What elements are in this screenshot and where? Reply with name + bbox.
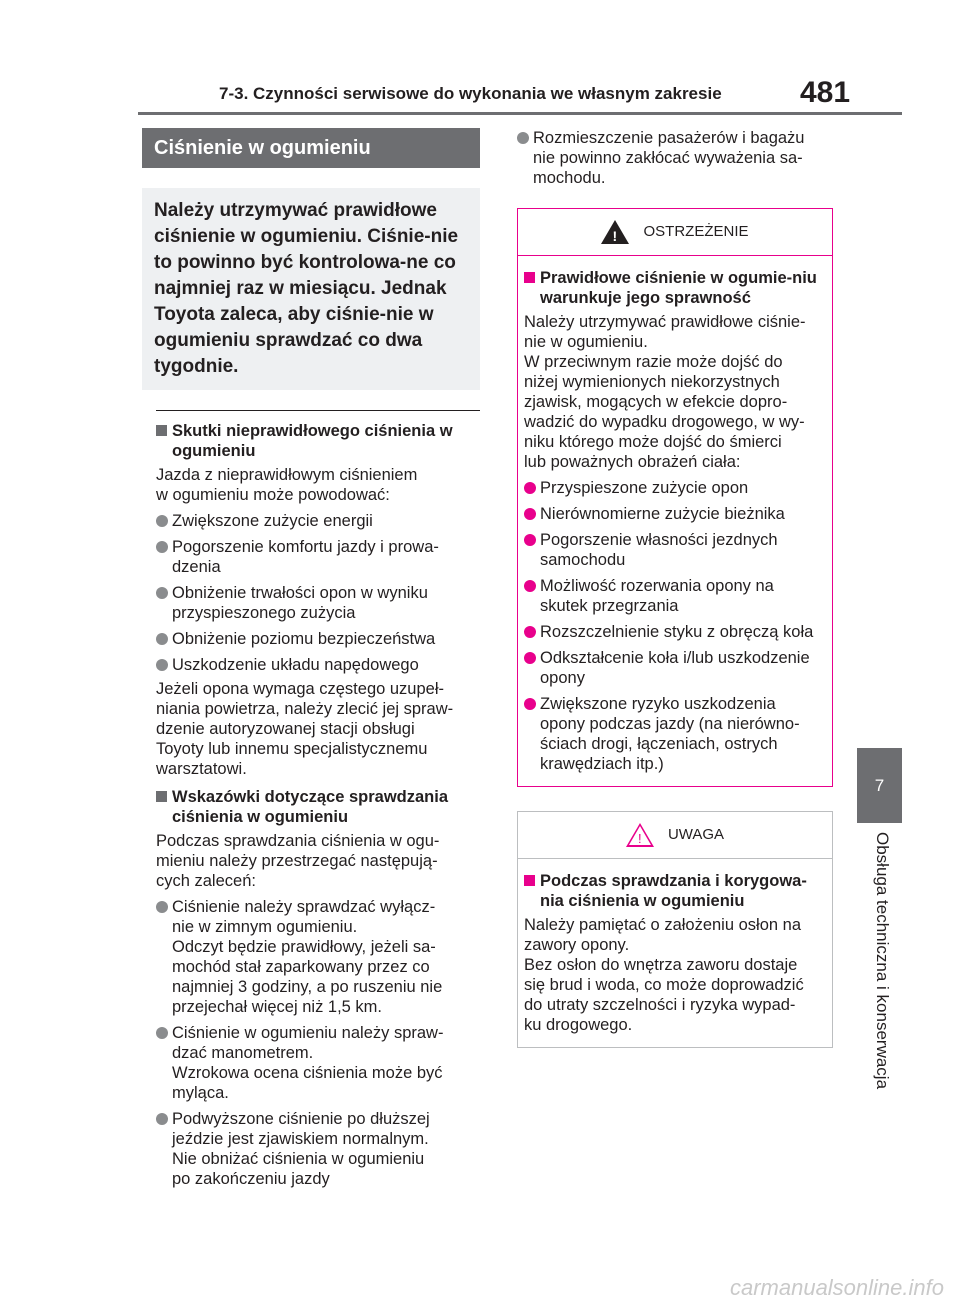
effects-intro-text: Jazda z nieprawidłowym ciśnieniem w ogumieniu może powodować: [156, 466, 418, 504]
left-column [156, 128, 480, 1189]
notice-text: Należy pamiętać o założeniu osłon na zawory opony. Bez osłon do wnętrza zaworu dostaje się brud i woda, co może doprowadzić do utraty szczelności i ryzyka wypad- ku drogowego. [524, 916, 804, 1034]
subheading-effects: Skutki nieprawidłowego ciśnienia w ogumieniu [156, 421, 480, 461]
list-item: Zwiększone ryzyko uszkodzenia opony podczas jazdy (na nierówno- ściach drogi, łączeniach, ostrych krawędziach itp.) [524, 694, 826, 774]
list-item: Uszkodzenie układu napędowego [156, 655, 480, 675]
list-item: Podwyższone ciśnienie po dłuższej jeździe jest zjawiskiem normalnym. Nie obniżać ciśnienia w ogumieniu po zakończeniu jazdy [156, 1109, 480, 1189]
chapter-tab[interactable]: 7 [857, 748, 902, 823]
warning-header [518, 209, 832, 256]
list-item: Rozmieszczenie pasażerów i bagażu nie powinno zakłócać wyważenia sa- mochodu. [517, 128, 833, 188]
list-item: Odkształcenie koła i/lub uszkodzenie opony [524, 648, 826, 688]
list-item: Przyspieszone zużycie opon [524, 478, 826, 498]
notice-heading: Podczas sprawdzania i korygowa-nia ciśnienia w ogumieniu [524, 871, 826, 911]
notice-body [518, 859, 832, 1047]
service-advice-text: Jeżeli opona wymaga częstego uzupeł- niania powietrza, należy zlecić jej spraw- dzenie autoryzowanej stacji obsługi Toyoty lub innemu specjalistycznemu warsztatowi. [156, 680, 454, 778]
divider [156, 410, 480, 411]
list-item: Pogorszenie własności jezdnych samochodu [524, 530, 826, 570]
chapter-label: Obsługa techniczna i konserwacja [873, 832, 892, 1090]
warning-icon: ! [601, 220, 629, 244]
header-title: 7-3. Czynności serwisowe do wykonania we własnym zakresie [219, 84, 722, 103]
page-number: 481 [800, 76, 851, 109]
notice-header [518, 812, 832, 859]
list-item: Ciśnienie w ogumieniu należy spraw- dzać manometrem. Wzrokowa ocena ciśnienia może być myląca. [156, 1023, 480, 1103]
intro-box: Należy utrzymywać prawidłowe ciśnienie w ogumieniu. Ciśnie-nie to powinno być kontrolowa-ne co najmniej raz w miesiącu. Jednak Toyota zaleca, aby ciśnie-nie w ogumieniu sprawdzać co dwa tygodnie. [142, 188, 480, 390]
list-item: Rozszczelnienie styku z obręczą koła [524, 622, 826, 642]
warning-body [518, 256, 832, 786]
list-item: Nierównomierne zużycie bieżnika [524, 504, 826, 524]
notice-box [517, 811, 833, 1048]
caution-icon: ! [626, 823, 654, 847]
warning-heading: Prawidłowe ciśnienie w ogumie-niu warunkuje jego sprawność [524, 268, 826, 308]
list-item: Ciśnienie należy sprawdzać wyłącz- nie w zimnym ogumieniu. Odczyt będzie prawidłowy, jeżeli sa- mochód stał zaparkowany przez co najmniej 3 godziny, a po ruszeniu nie przejechał więcej niż 1,5 km. [156, 897, 480, 1017]
right-column [517, 128, 833, 1048]
list-item: Obniżenie poziomu bezpieczeństwa [156, 629, 480, 649]
list-item: Obniżenie trwałości opon w wyniku przyspieszonego zużycia [156, 583, 480, 623]
check-tips-intro-text: Podczas sprawdzania ciśnienia w ogu- mieniu należy przestrzegać następują- cych zaleceń: [156, 832, 440, 890]
list-item: Możliwość rozerwania opony na skutek przegrzania [524, 576, 826, 616]
list-item: Pogorszenie komfortu jazdy i prowa- dzenia [156, 537, 480, 577]
warning-text: Należy utrzymywać prawidłowe ciśnie- nie w ogumieniu. W przeciwnym razie może dojść do niżej wymienionych niekorzystnych zjawisk, mogących w efekcie dopro- wadzić do wypadku drogowego, w wy- niku którego może dojść do śmierci lub poważnych obrażeń ciała: [524, 313, 806, 471]
warning-title: OSTRZEŻENIE [643, 223, 749, 240]
warning-box [517, 208, 833, 787]
section-title: Ciśnienie w ogumieniu [142, 128, 480, 168]
watermark: carmanualsonline.info [729, 1275, 944, 1300]
subheading-check-tips: Wskazówki dotyczące sprawdzania ciśnienia w ogumieniu [156, 787, 480, 827]
list-item: Zwiększone zużycie energii [156, 511, 480, 531]
header-rule [138, 112, 902, 115]
notice-title: UWAGA [667, 826, 725, 843]
